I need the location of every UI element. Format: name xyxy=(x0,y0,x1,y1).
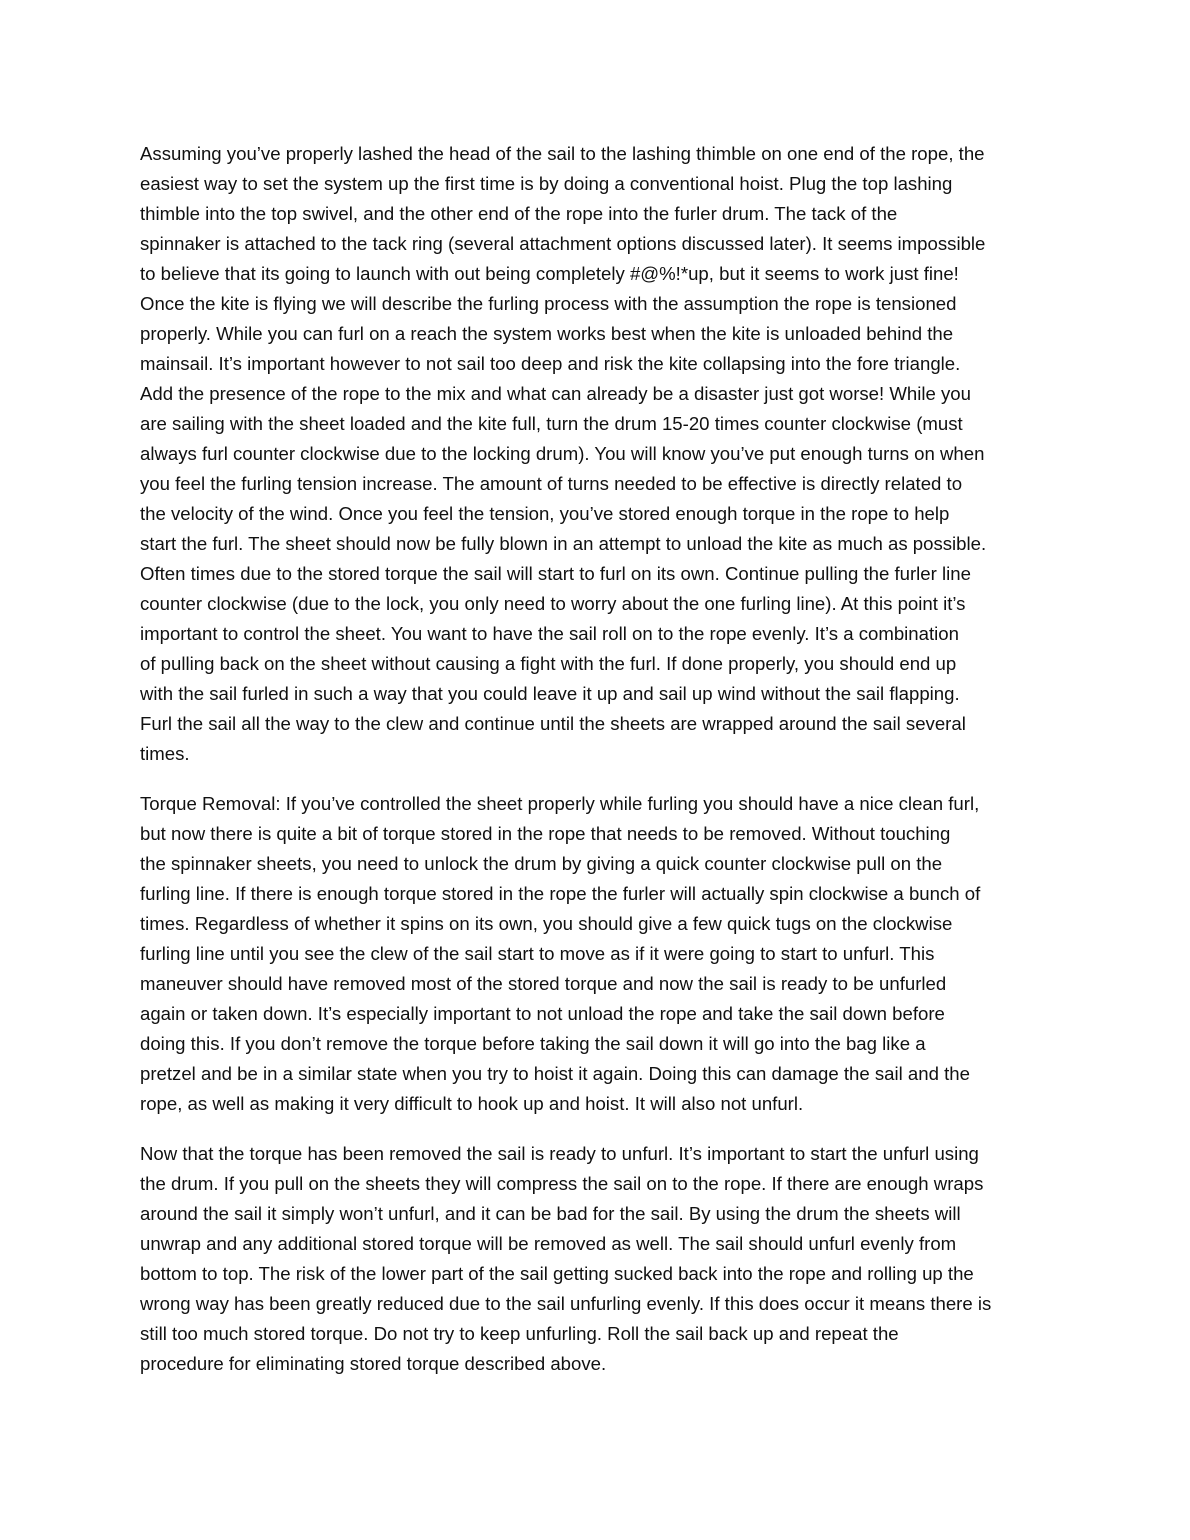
text-line: important to control the sheet. You want to have the sail roll on to the rope evenly. It’s a combination xyxy=(140,623,959,644)
text-line: around the sail it simply won’t unfurl, and it can be bad for the sail. By using the drum the sheets will xyxy=(140,1203,961,1224)
text-line: times. Regardless of whether it spins on its own, you should give a few quick tugs on the clockwise xyxy=(140,913,953,934)
text-line: procedure for eliminating stored torque described above. xyxy=(140,1353,607,1374)
text-line: bottom to top. The risk of the lower part of the sail getting sucked back into the rope and rolling up the xyxy=(140,1263,974,1284)
text-line: of pulling back on the sheet without causing a fight with the furl. If done properly, you should end up xyxy=(140,653,957,674)
text-line: again or taken down. It’s especially important to not unload the rope and take the sail down before xyxy=(140,1003,945,1024)
text-line: with the sail furled in such a way that you could leave it up and sail up wind without the sail flapping. xyxy=(140,683,960,704)
text-line: Assuming you’ve properly lashed the head of the sail to the lashing thimble on one end of the rope, the xyxy=(140,143,985,164)
text-line: mainsail. It’s important however to not sail too deep and risk the kite collapsing into the fore triangle. xyxy=(140,353,961,374)
paragraph-torque-removal xyxy=(140,789,1060,1119)
text-line: but now there is quite a bit of torque stored in the rope that needs to be removed. Without touching xyxy=(140,823,951,844)
text-line: the velocity of the wind. Once you feel the tension, you’ve stored enough torque in the rope to help xyxy=(140,503,950,524)
text-line: furling line until you see the clew of the sail start to move as if it were going to start to unfurl. This xyxy=(140,943,935,964)
text-line: properly. While you can furl on a reach the system works best when the kite is unloaded behind the xyxy=(140,323,954,344)
text-line: the spinnaker sheets, you need to unlock the drum by giving a quick counter clockwise pull on the xyxy=(140,853,943,874)
text-line: Once the kite is flying we will describe the furling process with the assumption the rope is tensioned xyxy=(140,293,957,314)
text-line: are sailing with the sheet loaded and the kite full, turn the drum 15-20 times counter clockwise (must xyxy=(140,413,963,434)
paragraph-unfurling xyxy=(140,1139,1060,1379)
text-line: maneuver should have removed most of the stored torque and now the sail is ready to be unfurled xyxy=(140,973,947,994)
text-line: pretzel and be in a similar state when you try to hoist it again. Doing this can damage the sail and the xyxy=(140,1063,970,1084)
text-line: counter clockwise (due to the lock, you only need to worry about the one furling line). At this point it’s xyxy=(140,593,966,614)
text-line: doing this. If you don’t remove the torque before taking the sail down it will go into the bag like a xyxy=(140,1033,926,1054)
text-line: times. xyxy=(140,743,190,764)
text-line: easiest way to set the system up the first time is by doing a conventional hoist. Plug the top lashing xyxy=(140,173,953,194)
text-line: the drum. If you pull on the sheets they will compress the sail on to the rope. If there are enough wraps xyxy=(140,1173,984,1194)
text-line: to believe that its going to launch with out being completely #@%!*up, but it seems to work just fine! xyxy=(140,263,959,284)
text-line: always furl counter clockwise due to the locking drum). You will know you’ve put enough turns on when xyxy=(140,443,985,464)
document-body xyxy=(140,139,1060,1399)
text-line: furling line. If there is enough torque stored in the rope the furler will actually spin clockwise a bunch of xyxy=(140,883,981,904)
text-line: Now that the torque has been removed the sail is ready to unfurl. It’s important to start the unfurl using xyxy=(140,1143,979,1164)
text-line: still too much stored torque. Do not try to keep unfurling. Roll the sail back up and repeat the xyxy=(140,1323,899,1344)
paragraph-furling-process xyxy=(140,139,1060,769)
text-line: Torque Removal: If you’ve controlled the sheet properly while furling you should have a nice clean furl, xyxy=(140,793,980,814)
text-line: rope, as well as making it very difficult to hook up and hoist. It will also not unfurl. xyxy=(140,1093,804,1114)
text-line: Add the presence of the rope to the mix and what can already be a disaster just got worse! While you xyxy=(140,383,971,404)
text-line: unwrap and any additional stored torque will be removed as well. The sail should unfurl evenly from xyxy=(140,1233,957,1254)
text-line: you feel the furling tension increase. The amount of turns needed to be effective is directly related to xyxy=(140,473,963,494)
text-line: Often times due to the stored torque the sail will start to furl on its own. Continue pulling the furler line xyxy=(140,563,971,584)
text-line: wrong way has been greatly reduced due to the sail unfurling evenly. If this does occur it means there is xyxy=(140,1293,992,1314)
text-line: spinnaker is attached to the tack ring (several attachment options discussed later). It seems impossible xyxy=(140,233,986,254)
text-line: Furl the sail all the way to the clew and continue until the sheets are wrapped around the sail several xyxy=(140,713,966,734)
text-line: start the furl. The sheet should now be fully blown in an attempt to unload the kite as much as possible. xyxy=(140,533,987,554)
text-line: thimble into the top swivel, and the other end of the rope into the furler drum. The tack of the xyxy=(140,203,898,224)
